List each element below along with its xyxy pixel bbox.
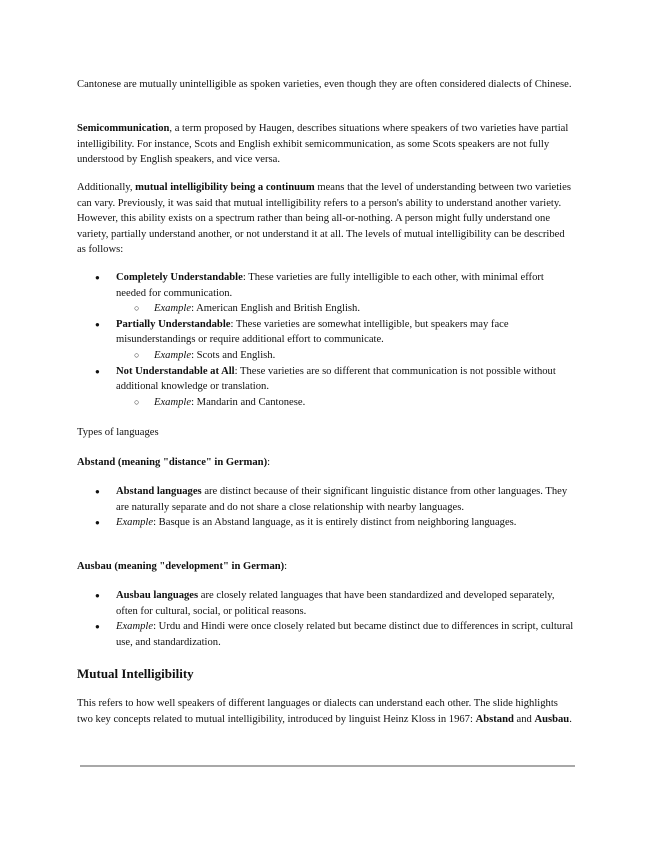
example-label: Example <box>116 621 154 633</box>
level-term: Not Understandable at All <box>116 365 235 377</box>
ausbau-list <box>77 588 575 650</box>
ausbau-heading-text: Ausbau (meaning "development" in German) <box>77 561 285 572</box>
example-text: : Urdu and Hindi were once closely related but became distinct due to differences in script, cultural use, and standardization. <box>116 621 574 648</box>
semicommunication-text: , a term proposed by Haugen, describes situations where speakers of two varieties have partial intelligibility. For instance, Scots and English exhibit semicommunication, as some Scots speakers are not fully understood by English speakers, and vice versa. <box>77 123 569 166</box>
list-item-example <box>77 348 575 364</box>
abstand-term: Abstand languages <box>116 486 202 497</box>
mutual-intelligibility-heading: Mutual Intelligibility <box>77 666 194 681</box>
list-item <box>77 317 575 348</box>
example-label: Example <box>154 303 192 315</box>
list-item-example <box>77 395 575 411</box>
list-item-example <box>77 301 575 317</box>
ausbau-text: are closely related languages that have been standardized and developed separately, often for cultural, social, or political reasons. <box>116 590 555 617</box>
continuum-text: means that the level of understanding between two varieties can vary. Previously, it was said that mutual intelligibility refers to a person's ability to understand another variety. However, this ability exists on a spectrum rather than being all-or-nothing. A person might fully understand one variety, partially understand another, or not understand it at all. The levels of mutual intelligibility can be described as follows: <box>77 182 571 256</box>
example-text: : Mandarin and Cantonese. <box>191 396 306 408</box>
horizontal-rule <box>80 765 575 767</box>
ausbau-heading <box>77 559 575 575</box>
level-text: : These varieties are so different that communication is not possible without additional knowledge or translation. <box>116 365 556 393</box>
abstand-text: are distinct because of their significant linguistic distance from other languages. They are naturally separate and do not share a close relationship with nearby languages. <box>116 486 568 513</box>
level-term: Partially Understandable <box>116 318 231 330</box>
abstand-colon: : <box>267 457 271 468</box>
mi-and: and <box>513 713 535 725</box>
list-item <box>77 588 575 619</box>
ausbau-term: Ausbau languages <box>116 590 199 601</box>
list-item <box>77 270 575 301</box>
term-semicommunication: Semicommunication <box>77 123 170 134</box>
example-label: Example <box>116 517 154 529</box>
continuum-lead: Additionally, <box>77 182 136 193</box>
list-item <box>77 484 575 515</box>
ausbau-colon: : <box>284 561 288 572</box>
level-text: : These varieties are somewhat intelligible, but speakers may face misunderstandings or require additional effort to communicate. <box>116 318 509 346</box>
list-item <box>77 515 575 531</box>
abstand-heading-text: Abstand (meaning "distance" in German) <box>77 457 268 468</box>
abstand-heading <box>77 455 575 471</box>
list-item <box>77 619 575 650</box>
term-abstand: Abstand <box>475 713 514 725</box>
intelligibility-levels-list <box>77 270 575 410</box>
level-term: Completely Understandable <box>116 272 243 283</box>
example-text: : American English and British English. <box>191 303 360 315</box>
paragraph-mutual-intelligibility <box>77 696 575 727</box>
example-label: Example <box>154 396 192 408</box>
paragraph-cantonese: Cantonese are mutually unintelligible as spoken varieties, even though they are often considered dialects of Chinese. <box>77 79 572 90</box>
level-text: : These varieties are fully intelligible to each other, with minimal effort needed for communication. <box>116 272 544 299</box>
mi-end: . <box>569 713 572 725</box>
example-text: : Scots and English. <box>191 349 276 361</box>
paragraph-continuum <box>77 180 575 258</box>
example-text: : Basque is an Abstand language, as it is entirely distinct from neighboring languages. <box>153 517 517 529</box>
types-heading: Types of languages <box>77 427 159 438</box>
example-label: Example <box>154 349 192 361</box>
term-continuum: mutual intelligibility being a continuum <box>135 182 315 193</box>
mi-text: This refers to how well speakers of different languages or dialects can understand each other. The slide highlights two key concepts related to mutual intelligibility, introduced by linguist Heinz Kloss in 1967: <box>77 698 558 725</box>
term-ausbau: Ausbau <box>534 713 570 725</box>
paragraph-semicommunication <box>77 121 575 168</box>
list-item <box>77 364 575 395</box>
abstand-list <box>77 484 575 531</box>
